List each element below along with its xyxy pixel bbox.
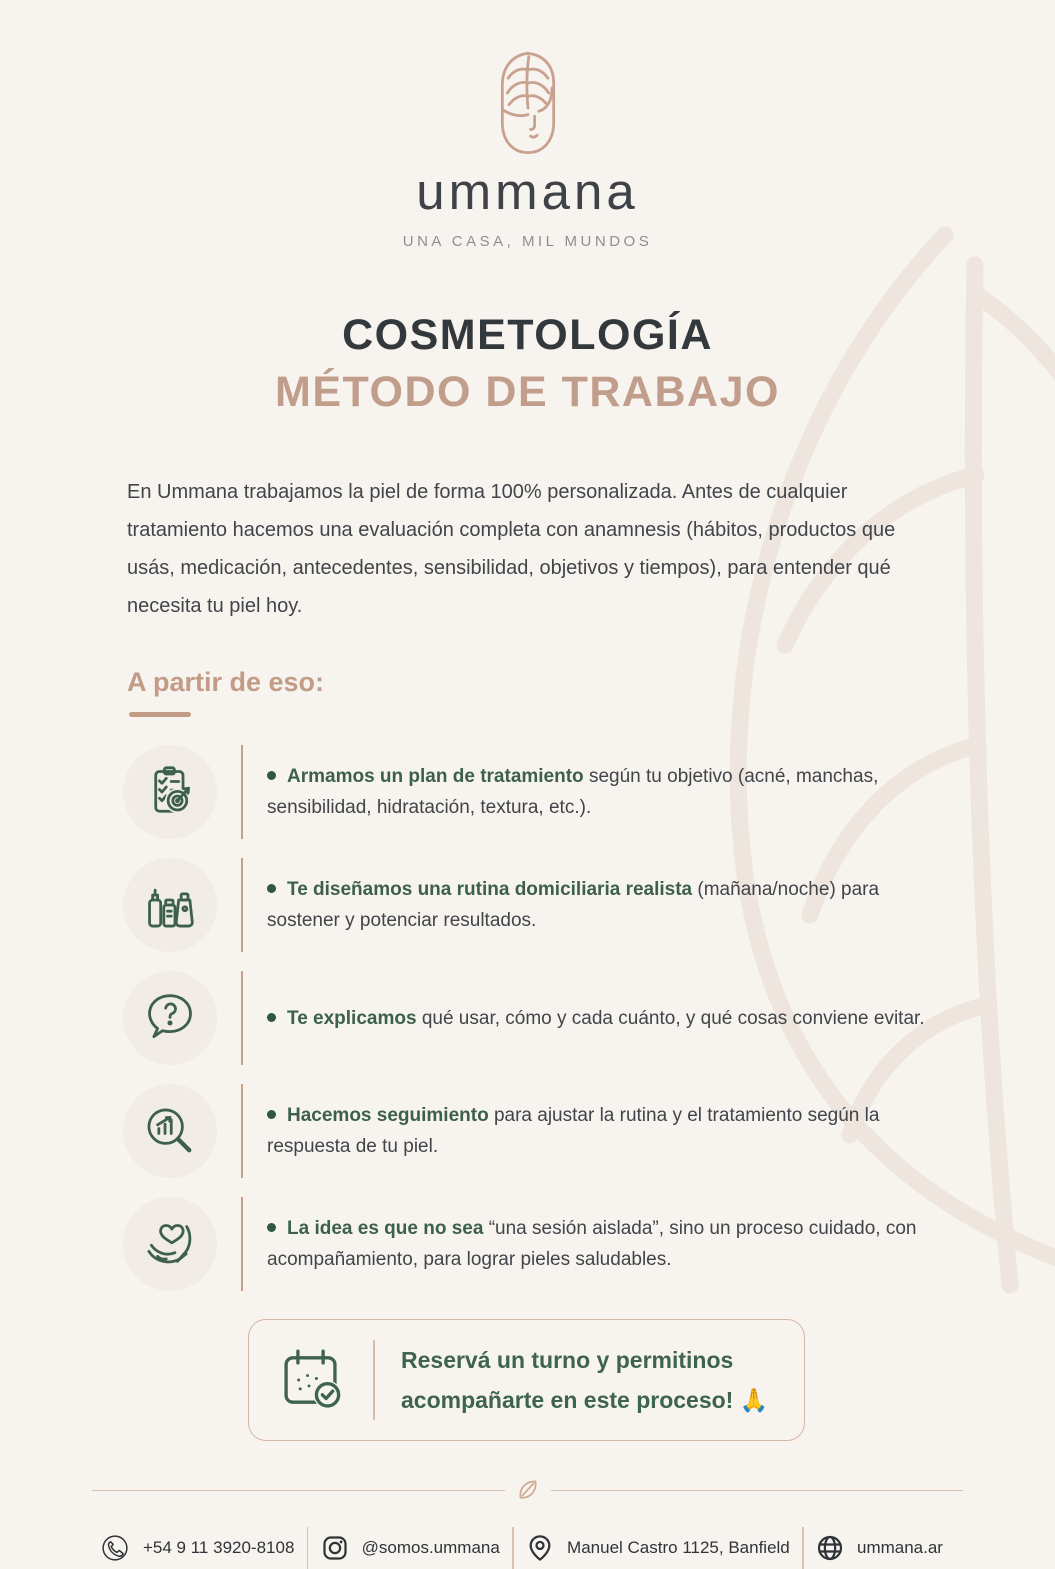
- bullet-dot: [267, 884, 276, 893]
- contact-divider: [512, 1527, 514, 1569]
- title-line-1: COSMETOLOGÍA: [342, 311, 713, 359]
- list-item: [123, 1084, 1055, 1178]
- section-heading-underline: [129, 712, 191, 717]
- bullet-dot: [267, 771, 276, 780]
- section-heading: A partir de eso:: [127, 667, 325, 698]
- brand-tagline: UNA CASA, MIL MUNDOS: [402, 233, 653, 250]
- bullet-dot: [267, 1223, 276, 1232]
- item-text: Te diseñamos una rutina domiciliaria realista (mañana/noche) para sostener y potenciar resultados.: [267, 879, 880, 932]
- contact-divider: [802, 1527, 804, 1569]
- item-divider: [241, 971, 243, 1065]
- leaf-face-icon: [0, 50, 1055, 156]
- item-text: Hacemos seguimiento para ajustar la rutina y el tratamiento según la respuesta de tu piel.: [267, 1105, 880, 1158]
- cta-divider: [373, 1340, 375, 1420]
- leaf-divider-icon: [515, 1477, 541, 1503]
- instagram-icon: [321, 1534, 349, 1562]
- intro-paragraph: En Ummana trabajamos la piel de forma 100% personalizada. Antes de cualquier tratamiento hacemos una evaluación completa con anamnesis (hábitos, productos que usás, medicación, antecedentes, sensibilidad, objetivos y tiempos), para entender qué necesita tu piel hoy.: [127, 481, 896, 618]
- question-bubble-icon: [123, 971, 217, 1065]
- hands-heart-icon: [123, 1197, 217, 1291]
- bullet-dot: [267, 1013, 276, 1022]
- contact-divider: [307, 1527, 309, 1569]
- item-divider: [241, 1084, 243, 1178]
- list-item: [123, 858, 1055, 952]
- brand-header: [0, 0, 1055, 250]
- item-text: Te explicamos qué usar, cómo y cada cuánto, y qué cosas conviene evitar.: [267, 1003, 939, 1034]
- skincare-products-icon: [123, 858, 217, 952]
- item-text: Armamos un plan de tratamiento según tu objetivo (acné, manchas, sensibilidad, hidratación, textura, etc.).: [267, 766, 879, 819]
- cta-text: Reservá un turno y permitinos acompañarte en este proceso! 🙏: [401, 1347, 769, 1414]
- globe-icon: [816, 1534, 844, 1562]
- list-item: [123, 1197, 1055, 1291]
- clipboard-target-icon: [123, 745, 217, 839]
- item-divider: [241, 745, 243, 839]
- contact-website-text: ummana.ar: [856, 1538, 943, 1558]
- title-line-2: MÉTODO DE TRABAJO: [275, 367, 780, 416]
- item-text: La idea es que no sea “una sesión aislada”, sino un proceso cuidado, con acompañamiento, para lograr pieles saludables.: [267, 1218, 917, 1271]
- list-item: [123, 745, 1055, 839]
- calendar-check-icon: [275, 1343, 349, 1417]
- contact-phone[interactable]: [100, 1533, 294, 1563]
- method-steps-list: [0, 745, 1055, 1291]
- magnifier-chart-icon: [123, 1084, 217, 1178]
- contact-instagram[interactable]: [321, 1534, 500, 1562]
- bullet-dot: [267, 1110, 276, 1119]
- contact-website[interactable]: [816, 1534, 943, 1562]
- contact-phone-text: +54 9 11 3920-8108: [143, 1538, 295, 1558]
- page-title: [0, 310, 1055, 417]
- reserve-cta-card[interactable]: [248, 1319, 805, 1441]
- list-item: [123, 971, 1055, 1065]
- item-divider: [241, 1197, 243, 1291]
- brand-wordmark: ummana: [416, 163, 639, 220]
- location-pin-icon: [526, 1534, 554, 1562]
- phone-icon: [100, 1533, 130, 1563]
- contact-address[interactable]: [526, 1534, 790, 1562]
- footer-contacts: [100, 1527, 943, 1569]
- contact-address-text: Manuel Castro 1125, Banfield: [567, 1538, 790, 1558]
- contact-instagram-text: @somos.ummana: [361, 1538, 500, 1558]
- footer-divider: [92, 1477, 963, 1503]
- item-divider: [241, 858, 243, 952]
